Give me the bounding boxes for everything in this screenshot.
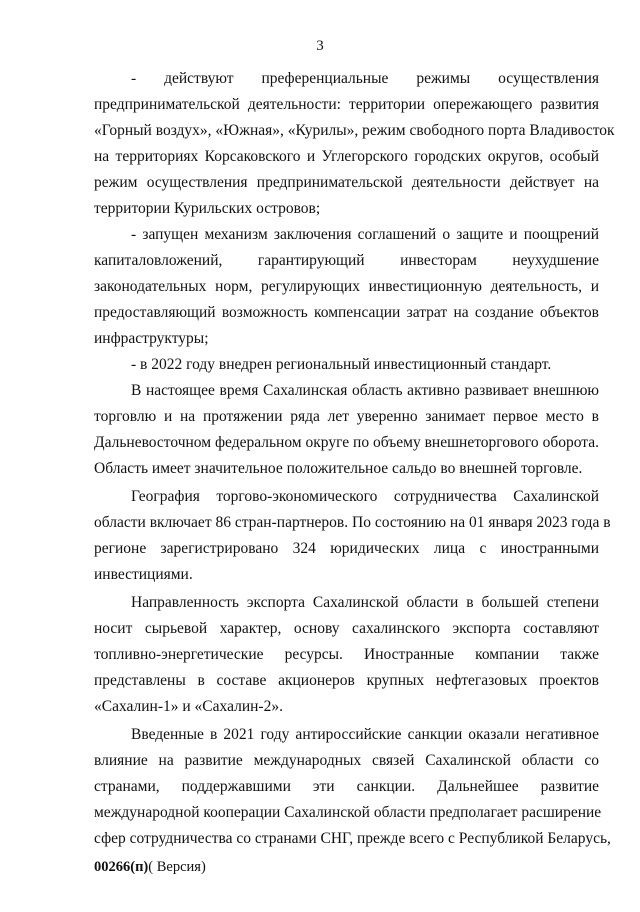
paragraph-sanctions bbox=[94, 722, 611, 852]
text-line: - действуют преференциальные режимы осуществления bbox=[131, 70, 599, 87]
text-line: сфер сотрудничества со странами СНГ, прежде всего с Республикой Беларусь, bbox=[94, 830, 611, 847]
document-code: 00266(п) bbox=[94, 859, 149, 875]
text-line: капиталовложений, гарантирующий инвесторам неухудшение bbox=[94, 252, 599, 269]
text-line: торговлю и на протяжении ряда лет уверенно занимает первое место в bbox=[94, 408, 599, 425]
text-line: В настоящее время Сахалинская область активно развивает внешнюю bbox=[131, 382, 599, 399]
text-line: области включает 86 стран-партнеров. По состоянию на 01 января 2023 года в bbox=[94, 514, 611, 531]
document-body bbox=[94, 66, 615, 852]
text-line: территории Курильских островов; bbox=[94, 200, 321, 217]
page-number: 3 bbox=[316, 38, 324, 54]
text-line: международной кооперации Сахалинской области предполагает расширение bbox=[94, 804, 602, 821]
paragraph-cooperation-geography bbox=[94, 484, 611, 588]
text-line: предпринимательской деятельности: территории опережающего развития bbox=[94, 96, 599, 113]
text-line: «Сахалин-1» и «Сахалин-2». bbox=[94, 698, 283, 715]
text-line: странами, поддержавшими эти санкции. Дальнейшее развитие bbox=[94, 778, 599, 795]
text-line: предоставляющий возможность компенсации затрат на создание объектов bbox=[94, 304, 599, 321]
text-line: География торгово-экономического сотрудничества Сахалинской bbox=[131, 488, 599, 505]
text-line: инвестициями. bbox=[94, 566, 193, 583]
text-line: Область имеет значительное положительное сальдо во внешней торговле. bbox=[94, 460, 583, 477]
text-line: законодательных норм, регулирующих инвестиционную деятельность, и bbox=[94, 278, 599, 295]
document-version: ( Версия) bbox=[148, 859, 206, 875]
text-line: «Горный воздух», «Южная», «Курилы», режим свободного порта Владивосток bbox=[94, 122, 615, 139]
paragraph-preferential-regimes bbox=[94, 66, 615, 222]
text-line: топливно-энергетические ресурсы. Иностранные компании также bbox=[94, 646, 599, 663]
text-line: - в 2022 году внедрен региональный инвестиционный стандарт. bbox=[131, 356, 552, 373]
paragraph-investment-standard bbox=[94, 352, 599, 378]
text-line: на территориях Корсаковского и Углегорского городских округов, особый bbox=[94, 148, 599, 165]
text-line: - запущен механизм заключения соглашений о защите и поощрений bbox=[131, 226, 599, 243]
text-line: режим осуществления предпринимательской деятельности действует на bbox=[94, 174, 599, 191]
text-line: регионе зарегистрировано 324 юридических лица с иностранными bbox=[94, 540, 599, 557]
text-line: инфраструктуры; bbox=[94, 330, 209, 347]
text-line: носит сырьевой характер, основу сахалинского экспорта составляют bbox=[94, 620, 599, 637]
text-line: Дальневосточном федеральном округе по объему внешнеторгового оборота. bbox=[94, 434, 599, 451]
text-line: Направленность экспорта Сахалинской области в большей степени bbox=[131, 594, 599, 611]
text-line: влияние на развитие международных связей Сахалинской области со bbox=[94, 752, 599, 769]
document-footer bbox=[94, 859, 206, 876]
paragraph-foreign-trade bbox=[94, 378, 599, 482]
text-line: представлены в составе акционеров крупных нефтегазовых проектов bbox=[94, 672, 599, 689]
paragraph-export-structure bbox=[94, 590, 599, 720]
paragraph-investment-agreements bbox=[94, 222, 599, 352]
text-line: Введенные в 2021 году антироссийские санкции оказали негативное bbox=[131, 726, 599, 743]
